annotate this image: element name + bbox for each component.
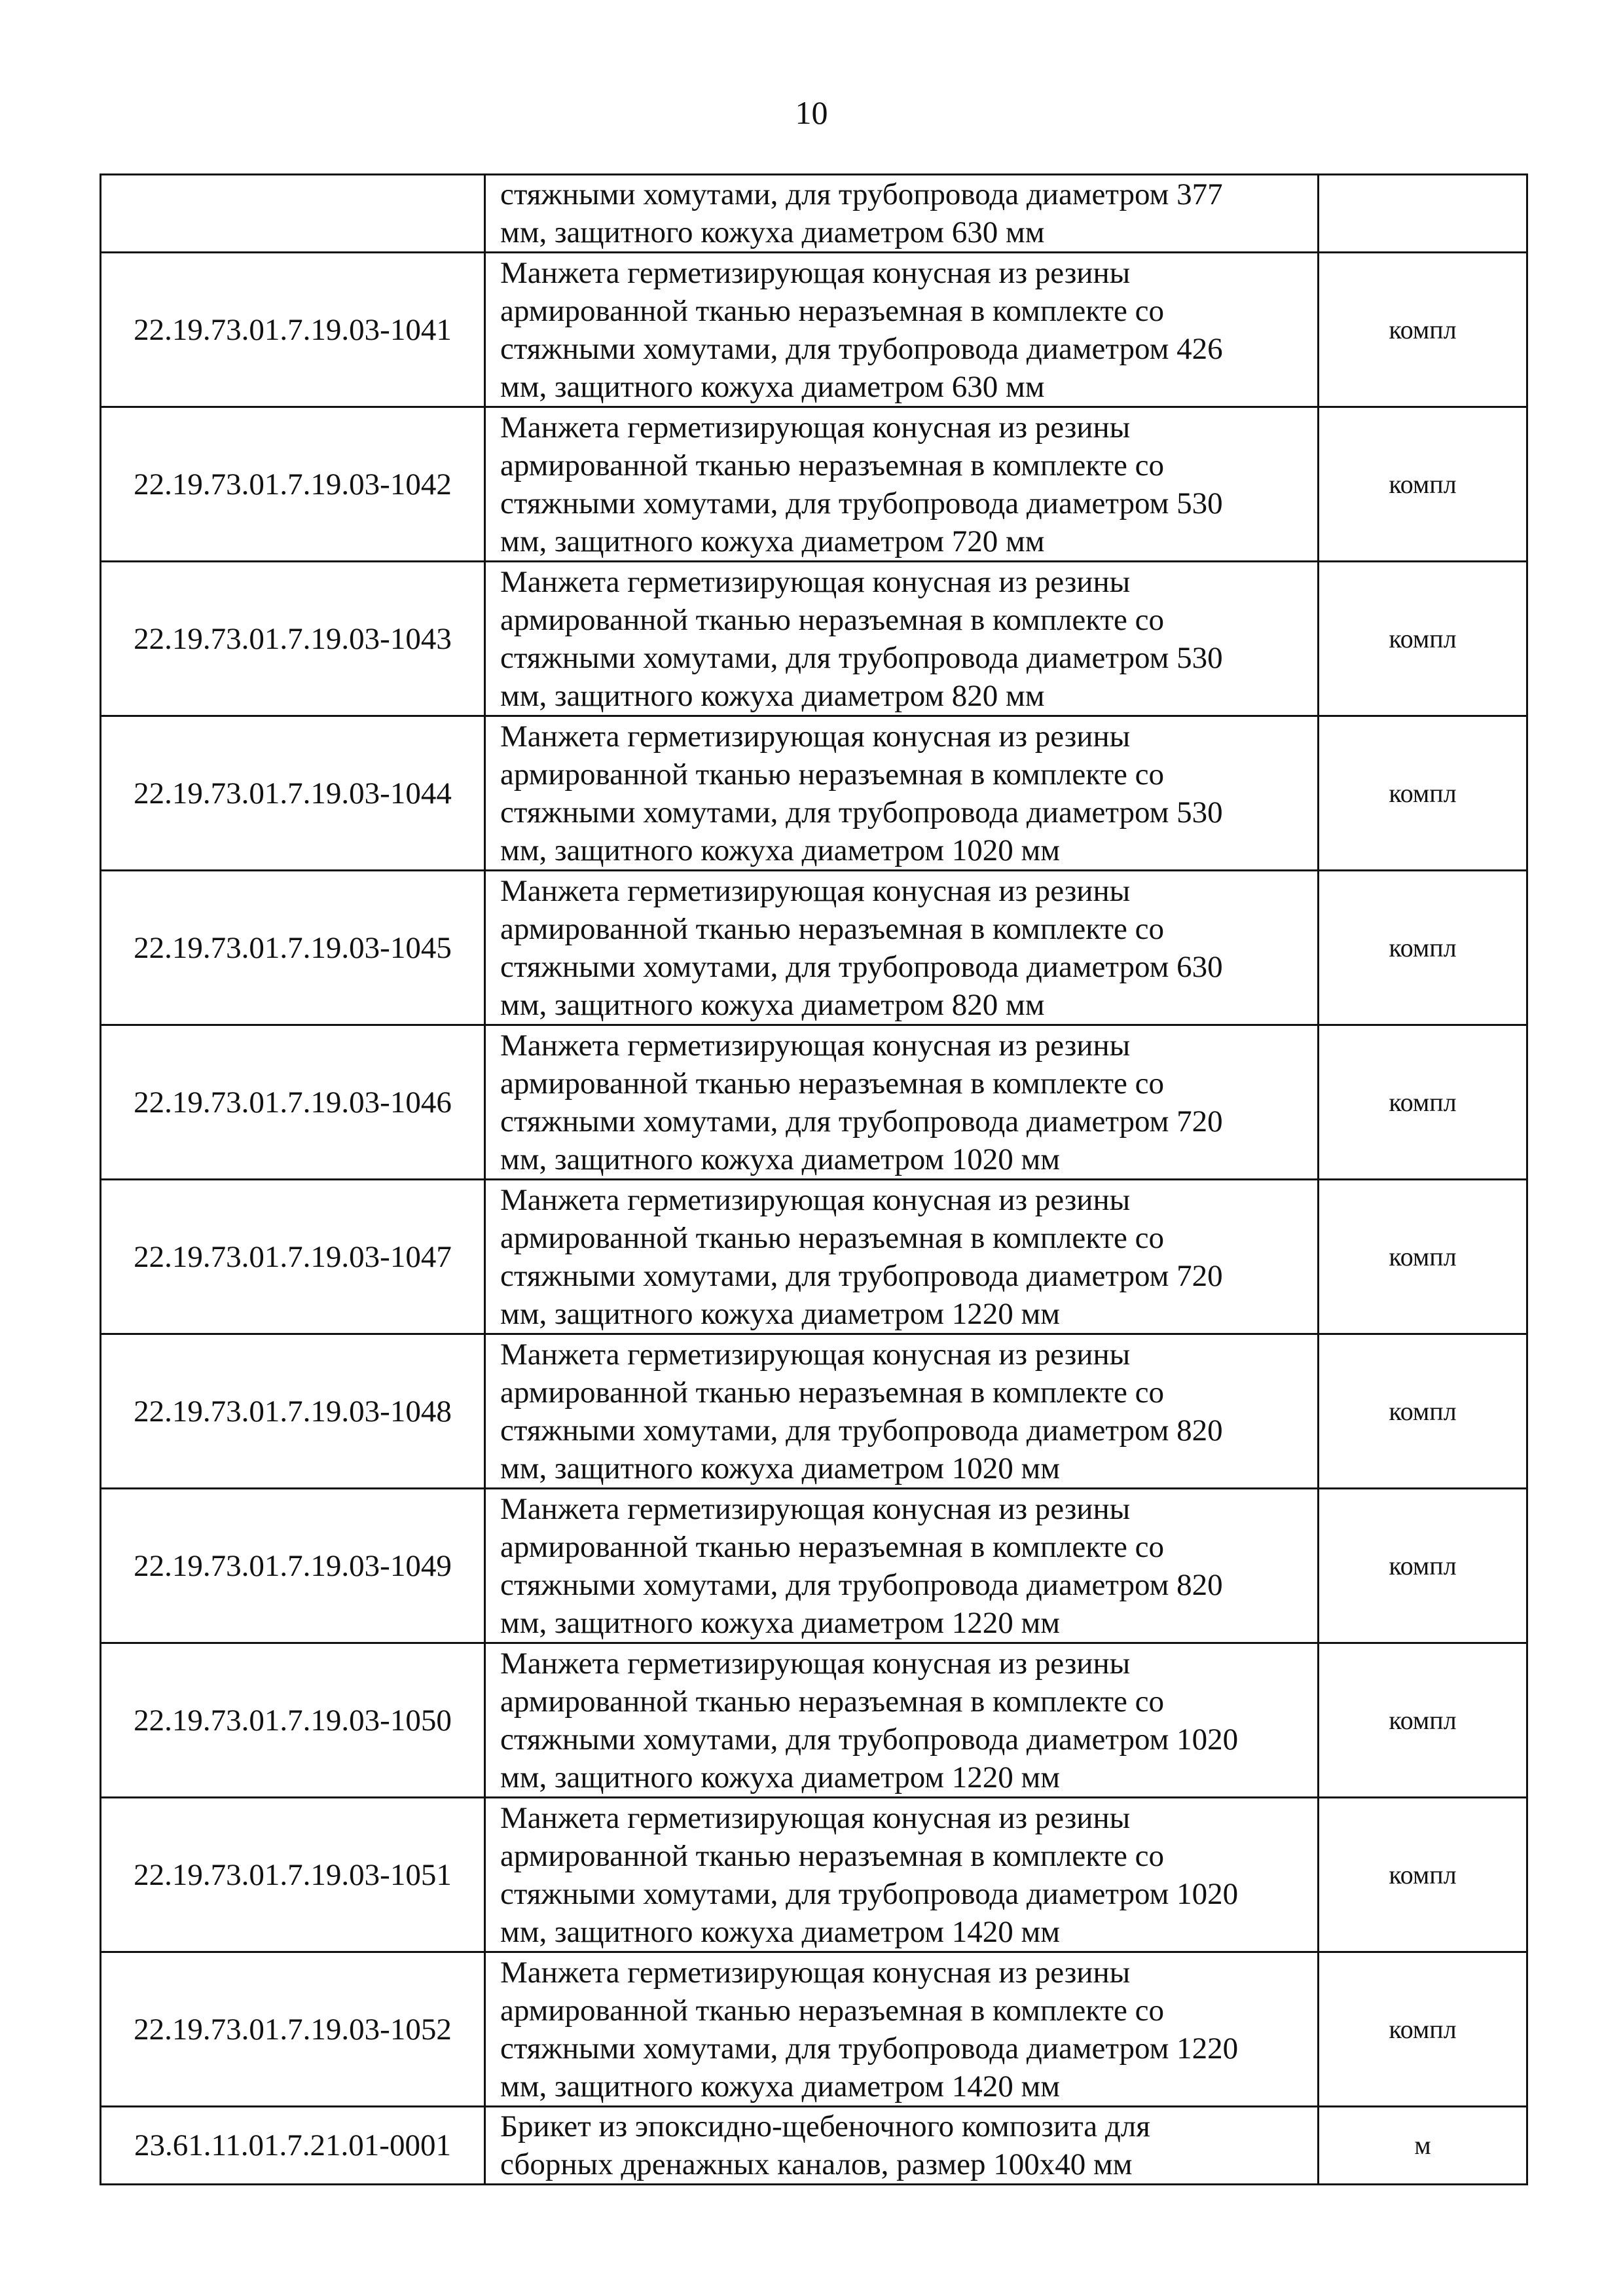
description-line: мм, защитного кожуха диаметром 1220 мм	[500, 1296, 1061, 1331]
description-line: стяжными хомутами, для трубопровода диаметром 820	[500, 1413, 1223, 1448]
description-line: мм, защитного кожуха диаметром 820 мм	[500, 987, 1045, 1022]
table-row	[101, 2107, 1527, 2185]
description-line: стяжными хомутами, для трубопровода диаметром 530	[500, 640, 1223, 675]
table-row	[101, 1025, 1527, 1180]
description-line: армированной тканью неразъемная в комплекте со	[500, 1838, 1165, 1873]
table-row	[101, 1952, 1527, 2107]
description-cell	[485, 1643, 1319, 1798]
description-line: мм, защитного кожуха диаметром 1420 мм	[500, 2069, 1061, 2104]
description-line: стяжными хомутами, для трубопровода диаметром 426	[500, 331, 1223, 366]
description-line: Манжета герметизирующая конусная из резины	[500, 1646, 1131, 1681]
table-row	[101, 716, 1527, 871]
description-line: мм, защитного кожуха диаметром 630 мм	[500, 369, 1045, 404]
description-line: стяжными хомутами, для трубопровода диаметром 377	[500, 177, 1223, 211]
description-line: армированной тканью неразъемная в комплекте со	[500, 1066, 1165, 1101]
description-cell	[485, 1798, 1319, 1952]
table-row	[101, 1334, 1527, 1489]
description-line: мм, защитного кожуха диаметром 630 мм	[500, 215, 1045, 249]
description-line: мм, защитного кожуха диаметром 820 мм	[500, 678, 1045, 713]
description-line: армированной тканью неразъемная в комплекте со	[500, 1993, 1165, 2028]
description-line: армированной тканью неразъемная в комплекте со	[500, 1529, 1165, 1564]
description-line: стяжными хомутами, для трубопровода диаметром 720	[500, 1258, 1223, 1293]
description-line: мм, защитного кожуха диаметром 1220 мм	[500, 1605, 1061, 1640]
description-line: Манжета герметизирующая конусная из резины	[500, 1337, 1131, 1372]
description-line: Манжета герметизирующая конусная из резины	[500, 1800, 1131, 1835]
description-cell	[485, 407, 1319, 562]
code-cell	[101, 175, 485, 253]
description-line: Манжета герметизирующая конусная из резины	[500, 564, 1131, 599]
code-cell: 22.19.73.01.7.19.03-1049	[101, 1489, 485, 1643]
description-line: Манжета герметизирующая конусная из резины	[500, 255, 1131, 290]
resource-table	[100, 173, 1528, 2185]
description-cell	[485, 1952, 1319, 2107]
table-row	[101, 407, 1527, 562]
unit-cell: компл	[1319, 1952, 1527, 2107]
code-cell: 22.19.73.01.7.19.03-1052	[101, 1952, 485, 2107]
table-row	[101, 871, 1527, 1025]
description-line: мм, защитного кожуха диаметром 1020 мм	[500, 1451, 1061, 1485]
code-cell: 23.61.11.01.7.21.01-0001	[101, 2107, 485, 2185]
unit-cell	[1319, 175, 1527, 253]
unit-cell: компл	[1319, 1643, 1527, 1798]
page-number: 10	[795, 94, 828, 131]
description-line: стяжными хомутами, для трубопровода диаметром 630	[500, 949, 1223, 984]
description-line: мм, защитного кожуха диаметром 1020 мм	[500, 1142, 1061, 1176]
description-line: армированной тканью неразъемная в комплекте со	[500, 911, 1165, 946]
description-line: Брикет из эпоксидно-щебеночного композита для	[500, 2109, 1150, 2143]
table-row	[101, 1643, 1527, 1798]
description-line: мм, защитного кожуха диаметром 1020 мм	[500, 833, 1061, 867]
code-cell: 22.19.73.01.7.19.03-1045	[101, 871, 485, 1025]
code-cell: 22.19.73.01.7.19.03-1043	[101, 562, 485, 716]
unit-cell: компл	[1319, 253, 1527, 407]
code-cell: 22.19.73.01.7.19.03-1047	[101, 1180, 485, 1334]
code-cell: 22.19.73.01.7.19.03-1046	[101, 1025, 485, 1180]
unit-cell: компл	[1319, 1334, 1527, 1489]
table-body	[101, 175, 1527, 2185]
table-row	[101, 562, 1527, 716]
description-line: стяжными хомутами, для трубопровода диаметром 1220	[500, 2031, 1239, 2066]
description-cell	[485, 871, 1319, 1025]
description-line: стяжными хомутами, для трубопровода диаметром 1020	[500, 1722, 1239, 1757]
description-line: армированной тканью неразъемная в комплекте со	[500, 1684, 1165, 1719]
description-line: стяжными хомутами, для трубопровода диаметром 530	[500, 795, 1223, 829]
description-line: Манжета герметизирующая конусная из резины	[500, 1955, 1131, 1990]
description-line: мм, защитного кожуха диаметром 720 мм	[500, 524, 1045, 558]
description-cell	[485, 175, 1319, 253]
code-cell: 22.19.73.01.7.19.03-1048	[101, 1334, 485, 1489]
description-line: сборных дренажных каналов, размер 100х40 мм	[500, 2147, 1133, 2181]
description-line: армированной тканью неразъемная в комплекте со	[500, 1220, 1165, 1255]
table-row	[101, 1798, 1527, 1952]
unit-cell: компл	[1319, 1489, 1527, 1643]
table-row	[101, 1180, 1527, 1334]
table-row-continuation	[101, 175, 1527, 253]
description-line: стяжными хомутами, для трубопровода диаметром 530	[500, 486, 1223, 520]
description-cell	[485, 716, 1319, 871]
unit-cell: м	[1319, 2107, 1527, 2185]
description-line: армированной тканью неразъемная в комплекте со	[500, 448, 1165, 483]
description-line: Манжета герметизирующая конусная из резины	[500, 410, 1131, 445]
unit-cell: компл	[1319, 871, 1527, 1025]
description-line: Манжета герметизирующая конусная из резины	[500, 1028, 1131, 1063]
unit-cell: компл	[1319, 716, 1527, 871]
code-cell: 22.19.73.01.7.19.03-1042	[101, 407, 485, 562]
description-cell	[485, 1025, 1319, 1180]
code-cell: 22.19.73.01.7.19.03-1050	[101, 1643, 485, 1798]
description-line: мм, защитного кожуха диаметром 1220 мм	[500, 1760, 1061, 1795]
description-cell	[485, 562, 1319, 716]
description-line: стяжными хомутами, для трубопровода диаметром 820	[500, 1567, 1223, 1602]
description-cell	[485, 1334, 1319, 1489]
description-line: Манжета герметизирующая конусная из резины	[500, 1182, 1131, 1217]
description-line: стяжными хомутами, для трубопровода диаметром 1020	[500, 1876, 1239, 1911]
description-line: мм, защитного кожуха диаметром 1420 мм	[500, 1914, 1061, 1949]
description-line: армированной тканью неразъемная в комплекте со	[500, 602, 1165, 637]
description-line: армированной тканью неразъемная в комплекте со	[500, 293, 1165, 328]
description-line: Манжета герметизирующая конусная из резины	[500, 719, 1131, 754]
unit-cell: компл	[1319, 407, 1527, 562]
table-row	[101, 1489, 1527, 1643]
code-cell: 22.19.73.01.7.19.03-1044	[101, 716, 485, 871]
description-cell	[485, 2107, 1319, 2185]
description-line: Манжета герметизирующая конусная из резины	[500, 873, 1131, 908]
description-line: Манжета герметизирующая конусная из резины	[500, 1491, 1131, 1526]
unit-cell: компл	[1319, 1025, 1527, 1180]
description-cell	[485, 1180, 1319, 1334]
unit-cell: компл	[1319, 1798, 1527, 1952]
description-cell	[485, 1489, 1319, 1643]
table-row	[101, 253, 1527, 407]
code-cell: 22.19.73.01.7.19.03-1041	[101, 253, 485, 407]
unit-cell: компл	[1319, 1180, 1527, 1334]
description-line: армированной тканью неразъемная в комплекте со	[500, 1375, 1165, 1410]
description-line: армированной тканью неразъемная в комплекте со	[500, 757, 1165, 792]
code-cell: 22.19.73.01.7.19.03-1051	[101, 1798, 485, 1952]
unit-cell: компл	[1319, 562, 1527, 716]
description-cell	[485, 253, 1319, 407]
description-line: стяжными хомутами, для трубопровода диаметром 720	[500, 1104, 1223, 1139]
